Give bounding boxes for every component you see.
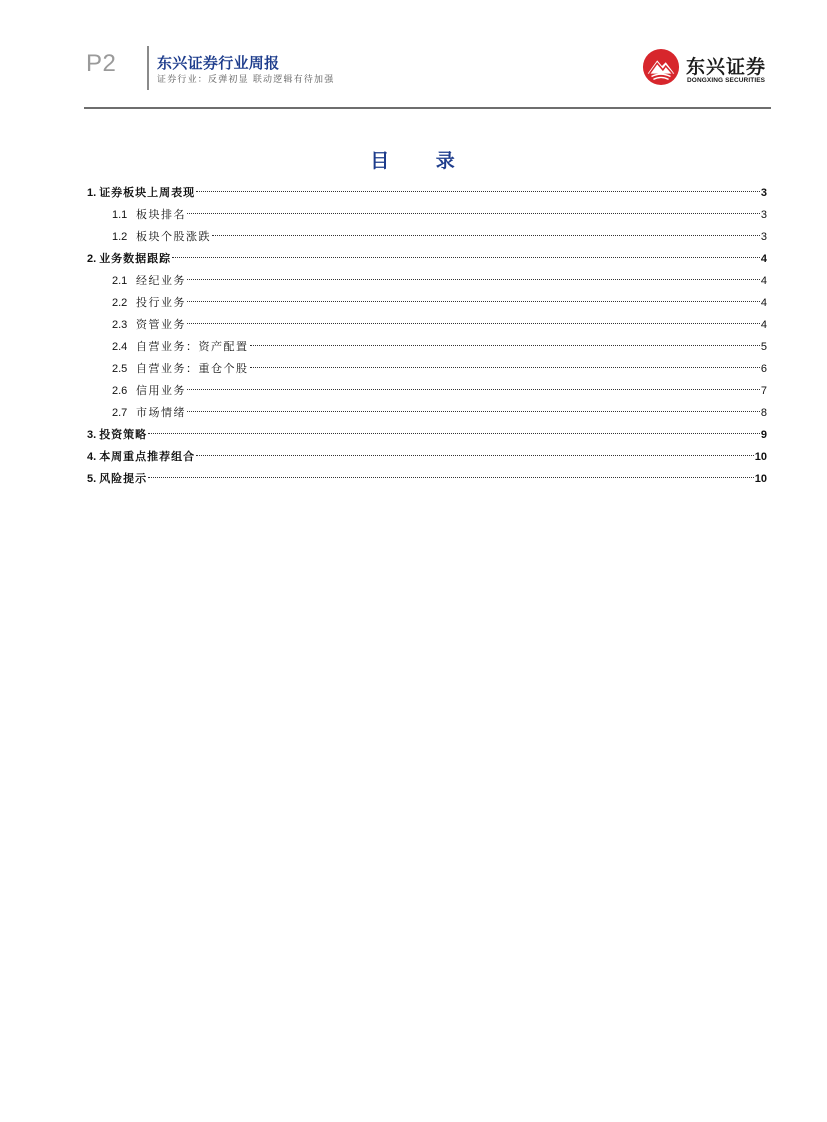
toc-entry-title: 业务数据跟踪 xyxy=(99,252,172,265)
toc-entry-number: 2.3 xyxy=(112,319,128,331)
toc-dot-leader xyxy=(172,257,760,258)
toc-dot-leader xyxy=(148,433,760,434)
toc-dot-leader xyxy=(250,367,760,368)
company-logo xyxy=(642,48,772,88)
toc-entry-title: 风险提示 xyxy=(99,472,148,485)
toc-dot-leader xyxy=(187,323,760,324)
toc-dot-leader xyxy=(187,389,760,390)
toc-entry-title: 市场情绪 xyxy=(136,406,186,419)
toc-entry-title: 本周重点推荐组合 xyxy=(99,450,196,463)
toc-entry-title: 证券板块上周表现 xyxy=(99,186,196,199)
toc-entry-page: 10 xyxy=(754,473,767,485)
toc-dot-leader xyxy=(187,279,760,280)
toc-entry-title: 资管业务 xyxy=(136,318,186,331)
toc-entry-page: 7 xyxy=(760,385,767,397)
toc-entry-title: 板块个股涨跌 xyxy=(136,230,211,243)
toc-entry[interactable] xyxy=(87,270,767,292)
toc-dot-leader xyxy=(148,477,754,478)
header-divider xyxy=(147,46,149,90)
toc-entry-number: 3. xyxy=(87,429,97,441)
toc-entry[interactable] xyxy=(87,446,767,468)
toc-entry-number: 2.1 xyxy=(112,275,128,287)
toc-dot-leader xyxy=(187,411,760,412)
toc-entry-number: 2. xyxy=(87,253,97,265)
toc-entry[interactable] xyxy=(87,336,767,358)
toc-entry[interactable] xyxy=(87,204,767,226)
toc-entry-page: 3 xyxy=(760,231,767,243)
toc-entry-page: 3 xyxy=(760,187,767,199)
toc-dot-leader xyxy=(196,191,760,192)
toc-entry[interactable] xyxy=(87,226,767,248)
toc-entry-page: 9 xyxy=(760,429,767,441)
toc-entry-number: 1.1 xyxy=(112,209,128,221)
toc-entry-number: 2.4 xyxy=(112,341,128,353)
toc-dot-leader xyxy=(196,455,754,456)
logo-name-cn: 东兴证券 xyxy=(686,56,767,78)
toc-entry-page: 6 xyxy=(760,363,767,375)
toc-entry[interactable] xyxy=(87,248,767,270)
toc-dot-leader xyxy=(250,345,760,346)
toc-entry-number: 2.2 xyxy=(112,297,128,309)
toc-entry-number: 1. xyxy=(87,187,97,199)
toc-entry-title: 板块排名 xyxy=(136,208,186,221)
toc-dot-leader xyxy=(187,301,760,302)
toc-entry-title: 投行业务 xyxy=(136,296,186,309)
page-number: P2 xyxy=(86,50,117,77)
toc-entry-page: 3 xyxy=(760,209,767,221)
dongxing-logo-icon xyxy=(642,48,680,86)
toc-entry[interactable] xyxy=(87,314,767,336)
toc-entry-page: 8 xyxy=(760,407,767,419)
toc-entry[interactable] xyxy=(87,402,767,424)
toc-entry-title: 自营业务：资产配置 xyxy=(136,340,249,353)
toc-entry[interactable] xyxy=(87,358,767,380)
toc-entry-number: 2.6 xyxy=(112,385,128,397)
toc-entry[interactable] xyxy=(87,424,767,446)
toc-heading: 目 录 xyxy=(370,150,475,172)
toc-entry-title: 自营业务：重仓个股 xyxy=(136,362,249,375)
report-subtitle: 证券行业：反弹初显 联动逻辑有待加强 xyxy=(157,75,335,85)
logo-name-en: DONGXING SECURITIES xyxy=(687,77,766,84)
report-title: 东兴证券行业周报 xyxy=(157,54,280,72)
toc-entry[interactable] xyxy=(87,182,767,204)
toc-entry-page: 4 xyxy=(760,297,767,309)
toc-entry-title: 投资策略 xyxy=(99,428,148,441)
toc-entry-page: 5 xyxy=(760,341,767,353)
toc-dot-leader xyxy=(187,213,760,214)
header-rule xyxy=(84,107,771,109)
toc-entry-title: 信用业务 xyxy=(136,384,186,397)
toc-entry-title: 经纪业务 xyxy=(136,274,186,287)
toc-entry-number: 2.7 xyxy=(112,407,128,419)
toc-entry-number: 5. xyxy=(87,473,97,485)
toc-dot-leader xyxy=(212,235,760,236)
toc-entry-page: 10 xyxy=(754,451,767,463)
toc-entry-number: 4. xyxy=(87,451,97,463)
toc-entry-page: 4 xyxy=(760,253,767,265)
toc-entry[interactable] xyxy=(87,292,767,314)
toc-entry[interactable] xyxy=(87,380,767,402)
toc-entry-page: 4 xyxy=(760,319,767,331)
toc-entry[interactable] xyxy=(87,468,767,490)
toc-entry-page: 4 xyxy=(760,275,767,287)
toc-entry-number: 1.2 xyxy=(112,231,128,243)
toc-entry-number: 2.5 xyxy=(112,363,128,375)
table-of-contents xyxy=(87,182,767,490)
